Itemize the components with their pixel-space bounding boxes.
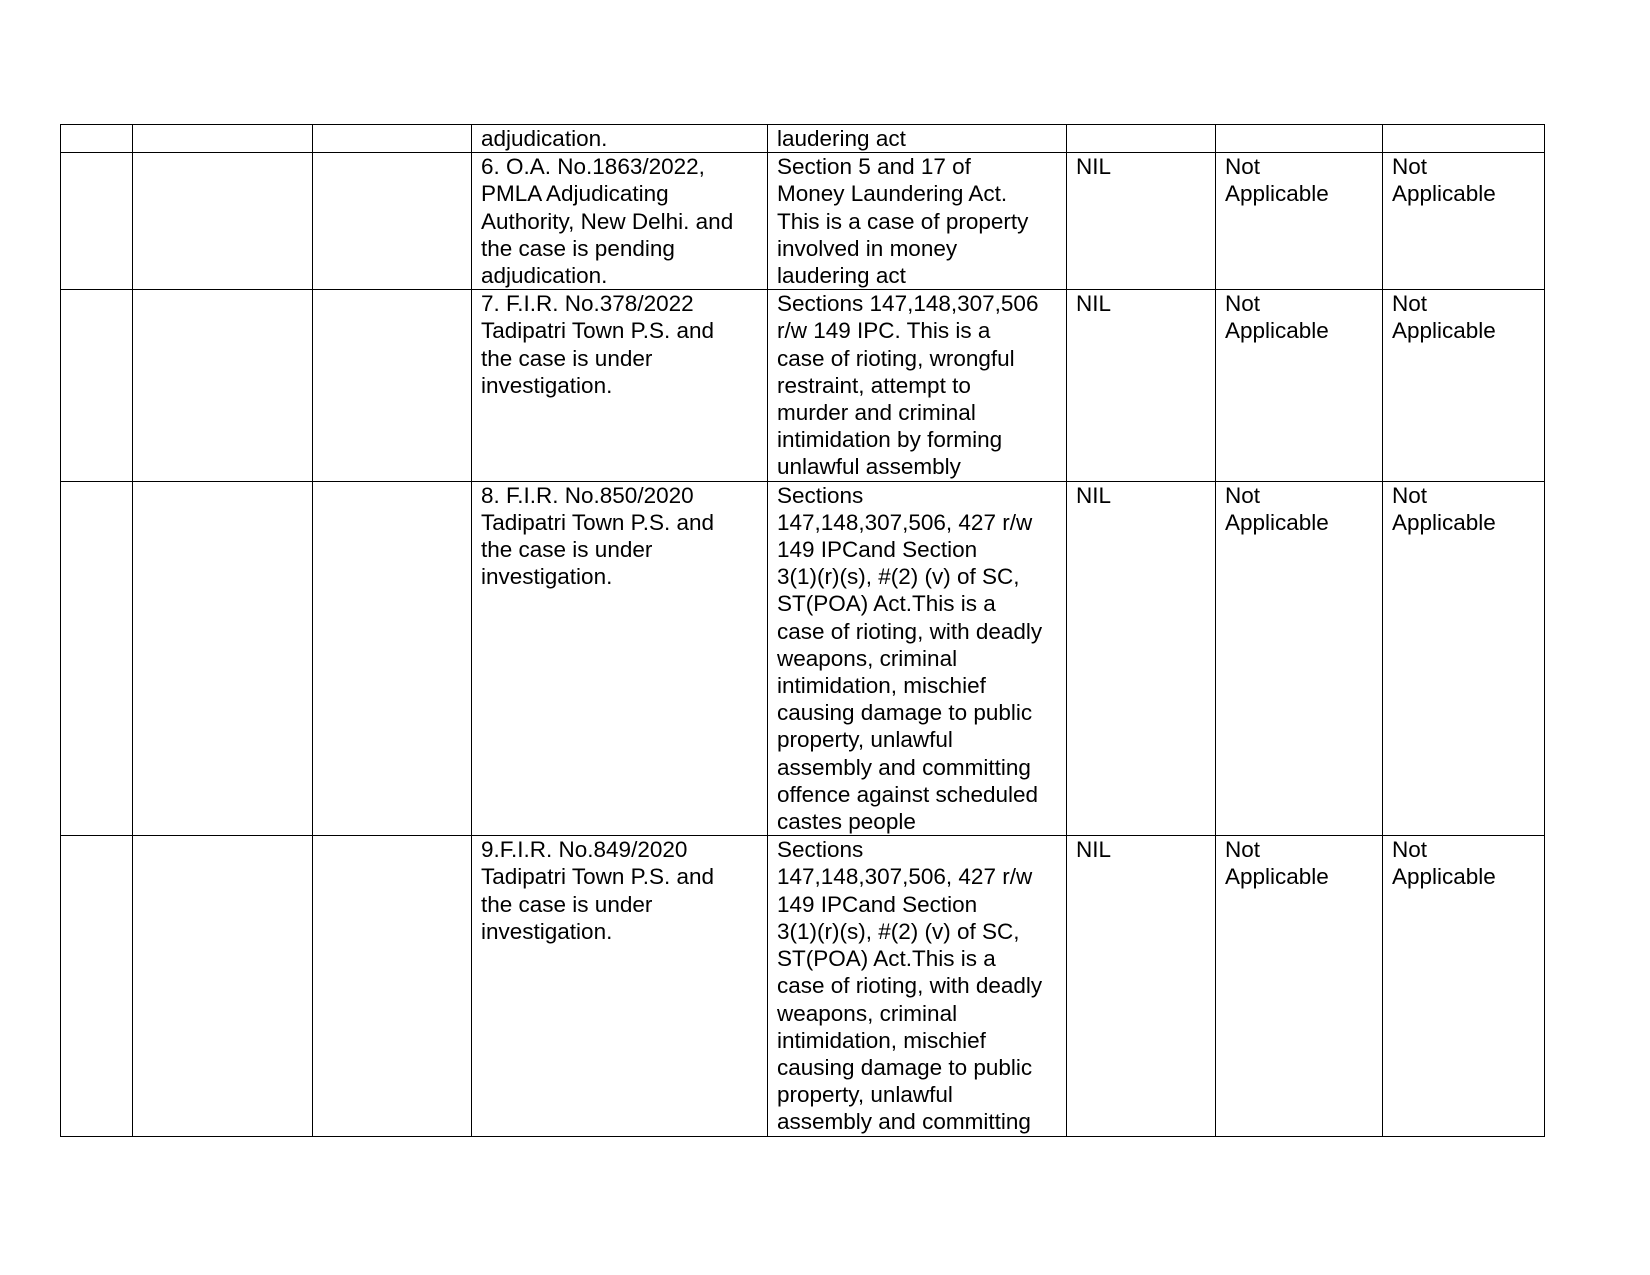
case-details-cell: 6. O.A. No.1863/2022, PMLA Adjudicating Authority, New Delhi. and the case is pending adjudication. (472, 153, 768, 290)
candidate-cell (133, 290, 313, 481)
convicted-cell: Not Applicable (1216, 836, 1383, 1136)
candidate-cell (133, 481, 313, 836)
punishment-cell: Not Applicable (1383, 153, 1545, 290)
sections-cell: Sections 147,148,307,506, 427 r/w 149 IPCand Section 3(1)(r)(s), #(2) (v) of SC, ST(POA) Act.This is a case of rioting, with deadly weapons, criminal intimidation, mischief causing damage to public property, unlawful assembly and committing (768, 836, 1067, 1136)
table-row (61, 125, 1545, 153)
candidate-cell (133, 153, 313, 290)
convicted-cell: Not Applicable (1216, 153, 1383, 290)
serial-cell (61, 836, 133, 1136)
case-details-cell: adjudication. (472, 125, 768, 153)
constituency-cell (313, 836, 472, 1136)
punishment-cell (1383, 125, 1545, 153)
convicted-cell: Not Applicable (1216, 481, 1383, 836)
case-details-cell: 8. F.I.R. No.850/2020 Tadipatri Town P.S. and the case is under investigation. (472, 481, 768, 836)
table-row (61, 481, 1545, 836)
candidate-cell (133, 125, 313, 153)
case-details-cell: 7. F.I.R. No.378/2022 Tadipatri Town P.S. and the case is under investigation. (472, 290, 768, 481)
case-details-cell: 9.F.I.R. No.849/2020 Tadipatri Town P.S. and the case is under investigation. (472, 836, 768, 1136)
constituency-cell (313, 153, 472, 290)
serial-cell (61, 481, 133, 836)
charges-framed-cell: NIL (1067, 290, 1216, 481)
punishment-cell: Not Applicable (1383, 836, 1545, 1136)
sections-cell: Sections 147,148,307,506, 427 r/w 149 IPCand Section 3(1)(r)(s), #(2) (v) of SC, ST(POA) Act.This is a case of rioting, with deadly weapons, criminal intimidation, mischief causing damage to public property, unlawful assembly and committing offence against scheduled castes people (768, 481, 1067, 836)
convicted-cell: Not Applicable (1216, 290, 1383, 481)
constituency-cell (313, 290, 472, 481)
serial-cell (61, 125, 133, 153)
table-row (61, 153, 1545, 290)
charges-framed-cell: NIL (1067, 153, 1216, 290)
constituency-cell (313, 125, 472, 153)
sections-cell: laudering act (768, 125, 1067, 153)
sections-cell: Sections 147,148,307,506 r/w 149 IPC. This is a case of rioting, wrongful restraint, attempt to murder and criminal intimidation by forming unlawful assembly (768, 290, 1067, 481)
table-row (61, 836, 1545, 1136)
constituency-cell (313, 481, 472, 836)
table-row (61, 290, 1545, 481)
charges-framed-cell: NIL (1067, 481, 1216, 836)
punishment-cell: Not Applicable (1383, 290, 1545, 481)
charges-framed-cell: NIL (1067, 836, 1216, 1136)
candidate-cell (133, 836, 313, 1136)
punishment-cell: Not Applicable (1383, 481, 1545, 836)
sections-cell: Section 5 and 17 of Money Laundering Act. This is a case of property involved in money laudering act (768, 153, 1067, 290)
criminal-cases-table (60, 124, 1545, 1137)
serial-cell (61, 290, 133, 481)
charges-framed-cell (1067, 125, 1216, 153)
serial-cell (61, 153, 133, 290)
convicted-cell (1216, 125, 1383, 153)
